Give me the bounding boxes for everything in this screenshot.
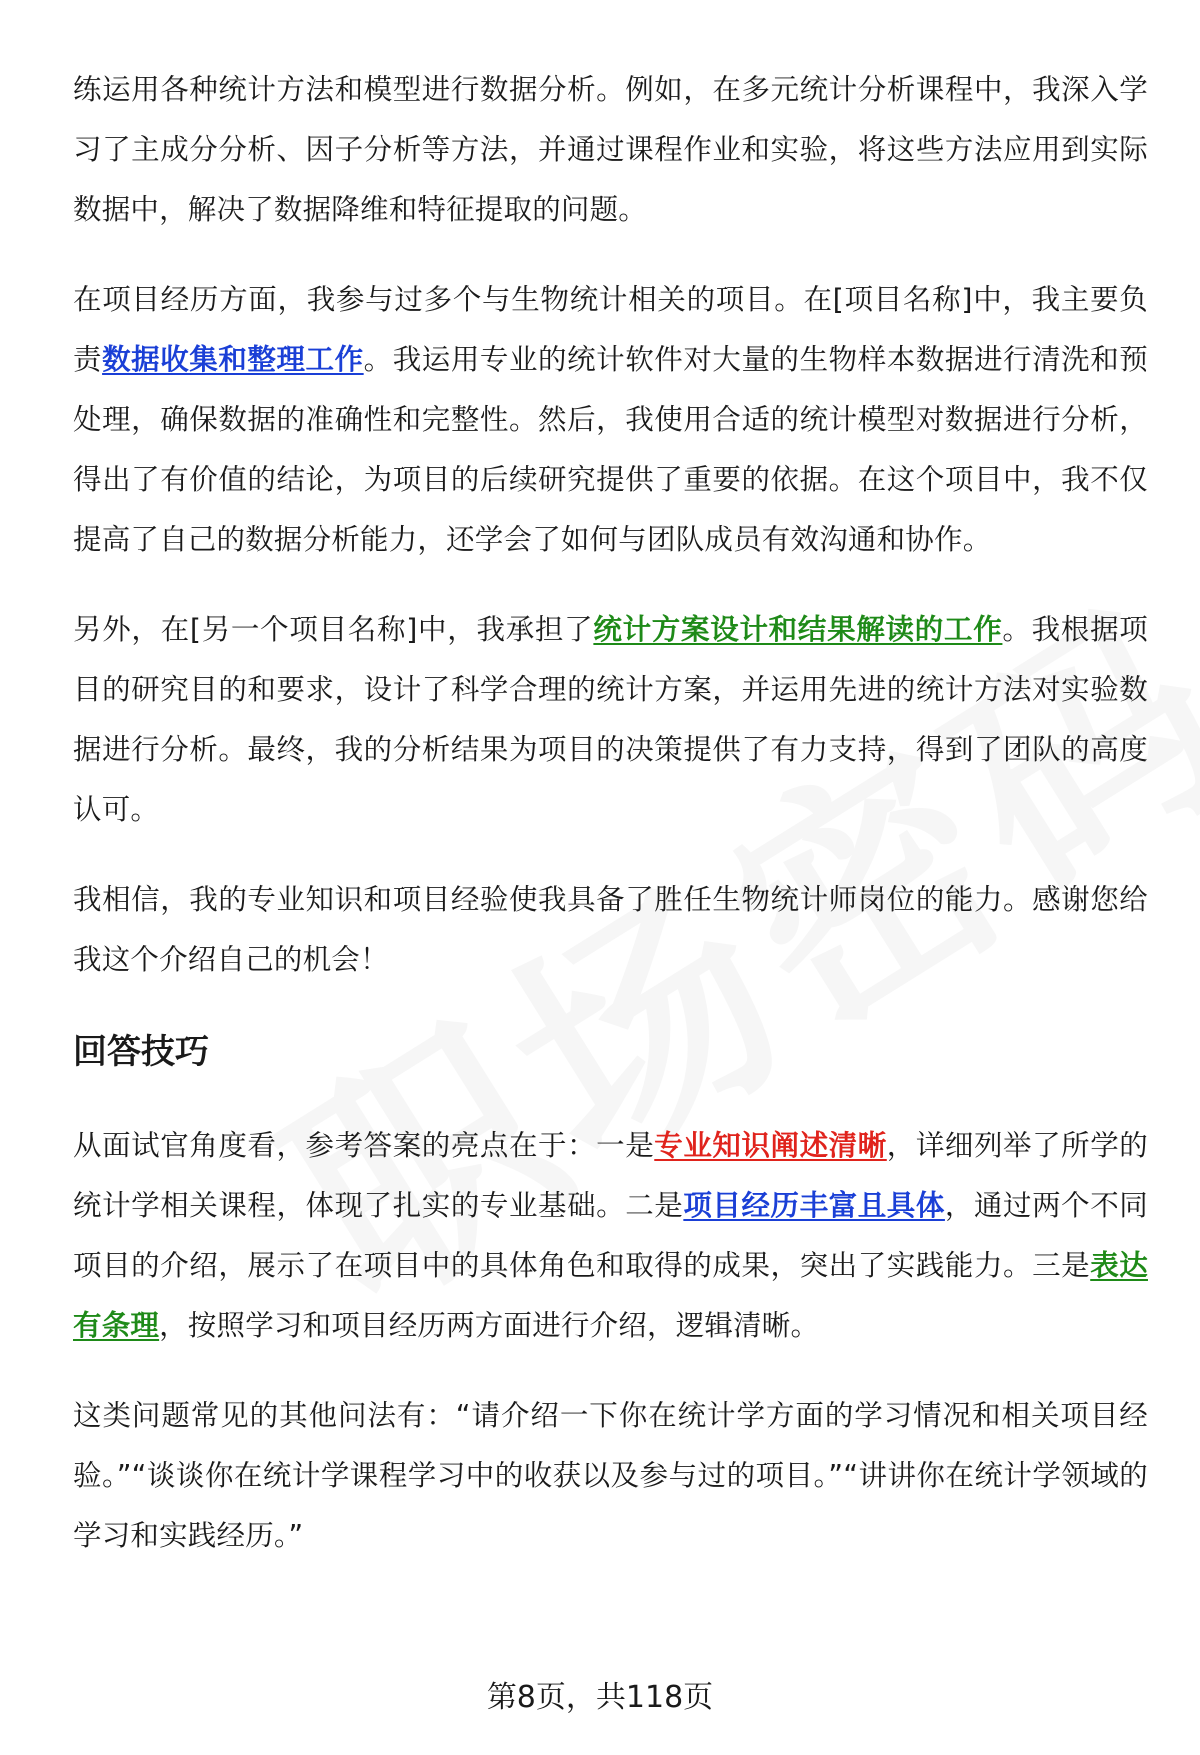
highlight-data-collection: 数据收集和整理工作 <box>102 343 364 376</box>
document-body <box>73 60 1148 1596</box>
highlight-statistical-design: 统计方案设计和结果解读的工作 <box>593 613 1003 646</box>
paragraph-text: ，通过两个不同项目的介绍，展示了在项目中的具体角色和取得的成果，突出了实践能力。三是 <box>73 1189 1149 1282</box>
paragraph-text: 。我根据项目的研究目的和要求，设计了科学合理的统计方案，并运用先进的统计方法对实验数据进行分析。最终，我的分析结果为项目的决策提供了有力支持，得到了团队的高度认可。 <box>73 613 1148 826</box>
paragraph-alternative-questions <box>73 1386 1148 1566</box>
paragraph-text: 练运用各种统计方法和模型进行数据分析。例如，在多元统计分析课程中，我深入学习了主成分分析、因子分析等方法，并通过课程作业和实验，将这些方法应用到实际数据中，解决了数据降维和特征提取的问题。 <box>73 73 1148 226</box>
paragraph-project-two <box>73 600 1148 840</box>
paragraph-closing <box>73 870 1148 990</box>
highlight-project-experience: 项目经历丰富且具体 <box>683 1189 945 1222</box>
paragraph-text: 。我运用专业的统计软件对大量的生物样本数据进行清洗和预处理，确保数据的准确性和完整性。然后，我使用合适的统计模型对数据进行分析，得出了有价值的结论，为项目的后续研究提供了重要的依据。在这个项目中，我不仅提高了自己的数据分析能力，还学会了如何与团队成员有效沟通和协作。 <box>73 343 1149 556</box>
paragraph-coursework <box>73 60 1148 240</box>
paragraph-text: 我相信，我的专业知识和项目经验使我具备了胜任生物统计师岗位的能力。感谢您给我这个介绍自己的机会！ <box>73 883 1148 976</box>
highlight-professional-knowledge: 专业知识阐述清晰 <box>654 1129 887 1162</box>
paragraph-tips-analysis <box>73 1116 1148 1356</box>
section-heading: 回答技巧 <box>73 1032 209 1072</box>
paragraph-text: ，按照学习和项目经历两方面进行介绍，逻辑清晰。 <box>159 1309 820 1342</box>
highlight-organized-expression: 表达有条理 <box>73 1249 1148 1342</box>
paragraph-text: 从面试官角度看，参考答案的亮点在于：一是 <box>73 1129 655 1162</box>
paragraph-text: ，详细列举了所学的统计学相关课程，体现了扎实的专业基础。二是 <box>73 1129 1148 1222</box>
paragraph-project-one <box>73 270 1148 570</box>
paragraph-text: 另外，在[另一个项目名称]中，我承担了 <box>73 613 594 646</box>
page-number: 第8页，共118页 <box>486 1680 714 1715</box>
paragraph-text: 这类问题常见的其他问法有：“请介绍一下你在统计学方面的学习情况和相关项目经验。”“谈谈你在统计学课程学习中的收获以及参与过的项目。”“讲讲你在统计学领域的学习和实践经历。” <box>73 1399 1148 1552</box>
paragraph-text: 在项目经历方面，我参与过多个与生物统计相关的项目。在[项目名称]中，我主要负责 <box>73 283 1148 376</box>
